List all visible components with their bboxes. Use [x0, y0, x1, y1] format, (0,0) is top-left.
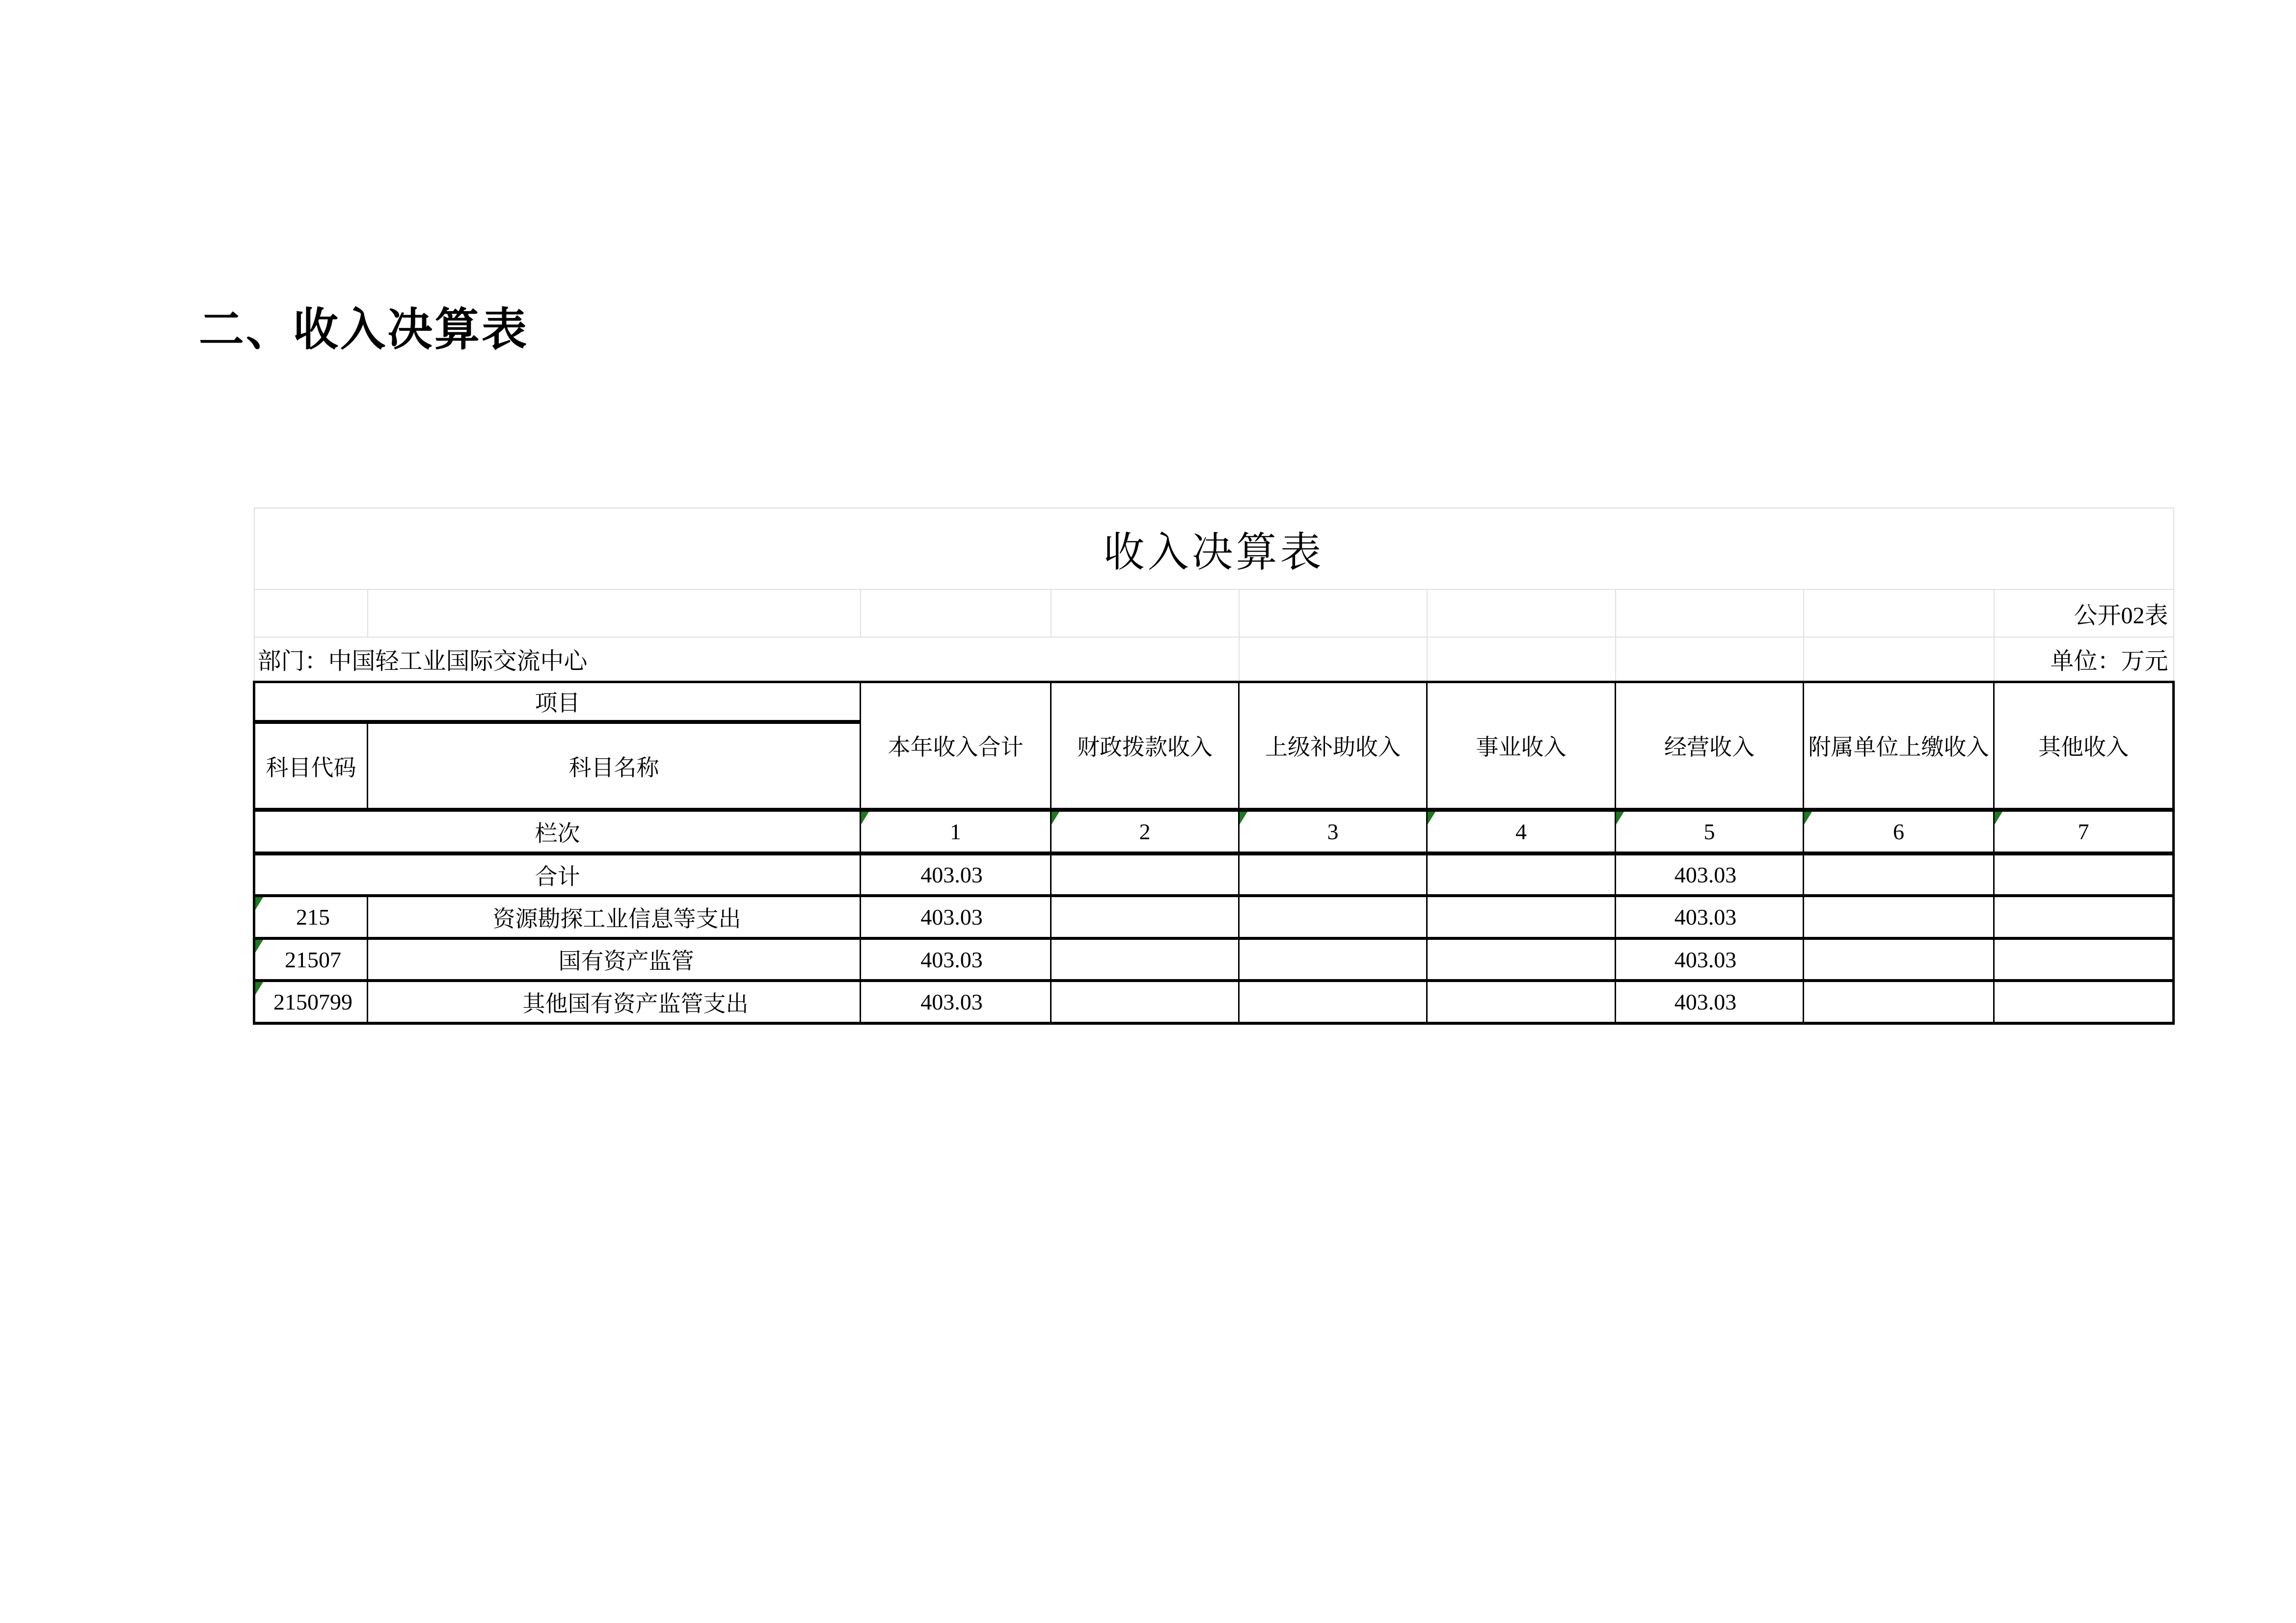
- value-cell: [1051, 853, 1239, 896]
- header-col-total-income: 本年收入合计: [861, 682, 1051, 810]
- value-cell: [1804, 853, 1994, 896]
- value-cell: [1239, 938, 1427, 981]
- header-col-superior-subsidy: 上级补助收入: [1239, 682, 1427, 810]
- header-row-project: [254, 682, 2174, 722]
- grid-cell: [254, 589, 368, 637]
- column-index-row: [254, 810, 2174, 853]
- green-triangle-icon: [1428, 812, 1435, 825]
- header-subject-name: 科目名称: [368, 722, 861, 810]
- value-cell: 403.03: [1616, 981, 1804, 1023]
- value-cell: [1051, 938, 1239, 981]
- table-row-total: [254, 853, 2174, 896]
- column-index-cell: 6: [1804, 810, 1994, 853]
- column-index-cell: 2: [1051, 810, 1239, 853]
- table-title: 收入决算表: [254, 508, 2174, 589]
- header-col-other-income: 其他收入: [1994, 682, 2174, 810]
- unit-label: 单位：万元: [1994, 637, 2174, 682]
- table-row: [254, 938, 2174, 981]
- grid-cell: [1239, 589, 1427, 637]
- grid-cell: [1616, 637, 1804, 682]
- green-triangle-icon: [861, 812, 869, 825]
- subject-code-cell: 2150799: [254, 981, 368, 1023]
- subject-code-cell: 215: [254, 896, 368, 938]
- header-col-business-income: 事业收入: [1427, 682, 1616, 810]
- sheet-label-row: [254, 589, 2174, 637]
- header-col-operating-income: 经营收入: [1616, 682, 1804, 810]
- grid-cell: [368, 589, 861, 637]
- value-cell: [1051, 981, 1239, 1023]
- value-cell: [1427, 938, 1616, 981]
- value-cell: 403.03: [861, 896, 1051, 938]
- value-cell: [1994, 938, 2174, 981]
- value-cell: [1994, 853, 2174, 896]
- value-cell: [1427, 896, 1616, 938]
- value-cell: [1994, 981, 2174, 1023]
- subject-name-cell: 资源勘探工业信息等支出: [368, 896, 861, 938]
- header-col-fiscal-appropriation: 财政拨款收入: [1051, 682, 1239, 810]
- value-cell: 403.03: [1616, 896, 1804, 938]
- column-index-label: 栏次: [254, 810, 861, 853]
- total-label: 合计: [254, 853, 861, 896]
- income-statement-table: [253, 507, 2172, 1025]
- green-triangle-icon: [1616, 812, 1624, 825]
- grid-cell: [1239, 637, 1427, 682]
- value-cell: [1239, 896, 1427, 938]
- value-cell: 403.03: [861, 938, 1051, 981]
- green-triangle-icon: [1240, 812, 1247, 825]
- column-index-cell: 1: [861, 810, 1051, 853]
- header-project: 项目: [254, 682, 861, 722]
- value-cell: [1804, 938, 1994, 981]
- grid-cell: [1427, 637, 1616, 682]
- column-index-cell: 7: [1994, 810, 2174, 853]
- department-label: 部门：中国轻工业国际交流中心: [254, 637, 1239, 682]
- table-row: [254, 896, 2174, 938]
- green-triangle-icon: [1804, 812, 1812, 825]
- table-title-row: [254, 508, 2174, 589]
- green-triangle-icon: [255, 940, 263, 953]
- grid-cell: [1804, 637, 1994, 682]
- sheet-label: 公开02表: [1994, 589, 2174, 637]
- value-cell: [1804, 981, 1994, 1023]
- column-index-cell: 5: [1616, 810, 1804, 853]
- subject-code-cell: 21507: [254, 938, 368, 981]
- green-triangle-icon: [1995, 812, 2002, 825]
- meta-row: [254, 637, 2174, 682]
- value-cell: [1804, 896, 1994, 938]
- value-cell: [1051, 896, 1239, 938]
- value-cell: 403.03: [861, 981, 1051, 1023]
- green-triangle-icon: [255, 982, 263, 995]
- grid-cell: [1427, 589, 1616, 637]
- value-cell: [1427, 853, 1616, 896]
- subject-name-cell: 其他国有资产监管支出: [368, 981, 861, 1023]
- header-subject-code: 科目代码: [254, 722, 368, 810]
- subject-name-cell: 国有资产监管: [368, 938, 861, 981]
- green-triangle-icon: [1052, 812, 1059, 825]
- page-heading: 二、收入决算表: [199, 305, 529, 355]
- value-cell: 403.03: [1616, 938, 1804, 981]
- grid-cell: [1616, 589, 1804, 637]
- value-cell: 403.03: [1616, 853, 1804, 896]
- value-cell: [1427, 981, 1616, 1023]
- column-index-cell: 4: [1427, 810, 1616, 853]
- value-cell: [1994, 896, 2174, 938]
- table-row: [254, 981, 2174, 1023]
- grid-cell: [861, 589, 1051, 637]
- column-index-cell: 3: [1239, 810, 1427, 853]
- value-cell: 403.03: [861, 853, 1051, 896]
- header-col-subordinate-remittance: 附属单位上缴收入: [1804, 682, 1994, 810]
- value-cell: [1239, 981, 1427, 1023]
- green-triangle-icon: [255, 897, 263, 910]
- grid-cell: [1051, 589, 1239, 637]
- grid-cell: [1804, 589, 1994, 637]
- value-cell: [1239, 853, 1427, 896]
